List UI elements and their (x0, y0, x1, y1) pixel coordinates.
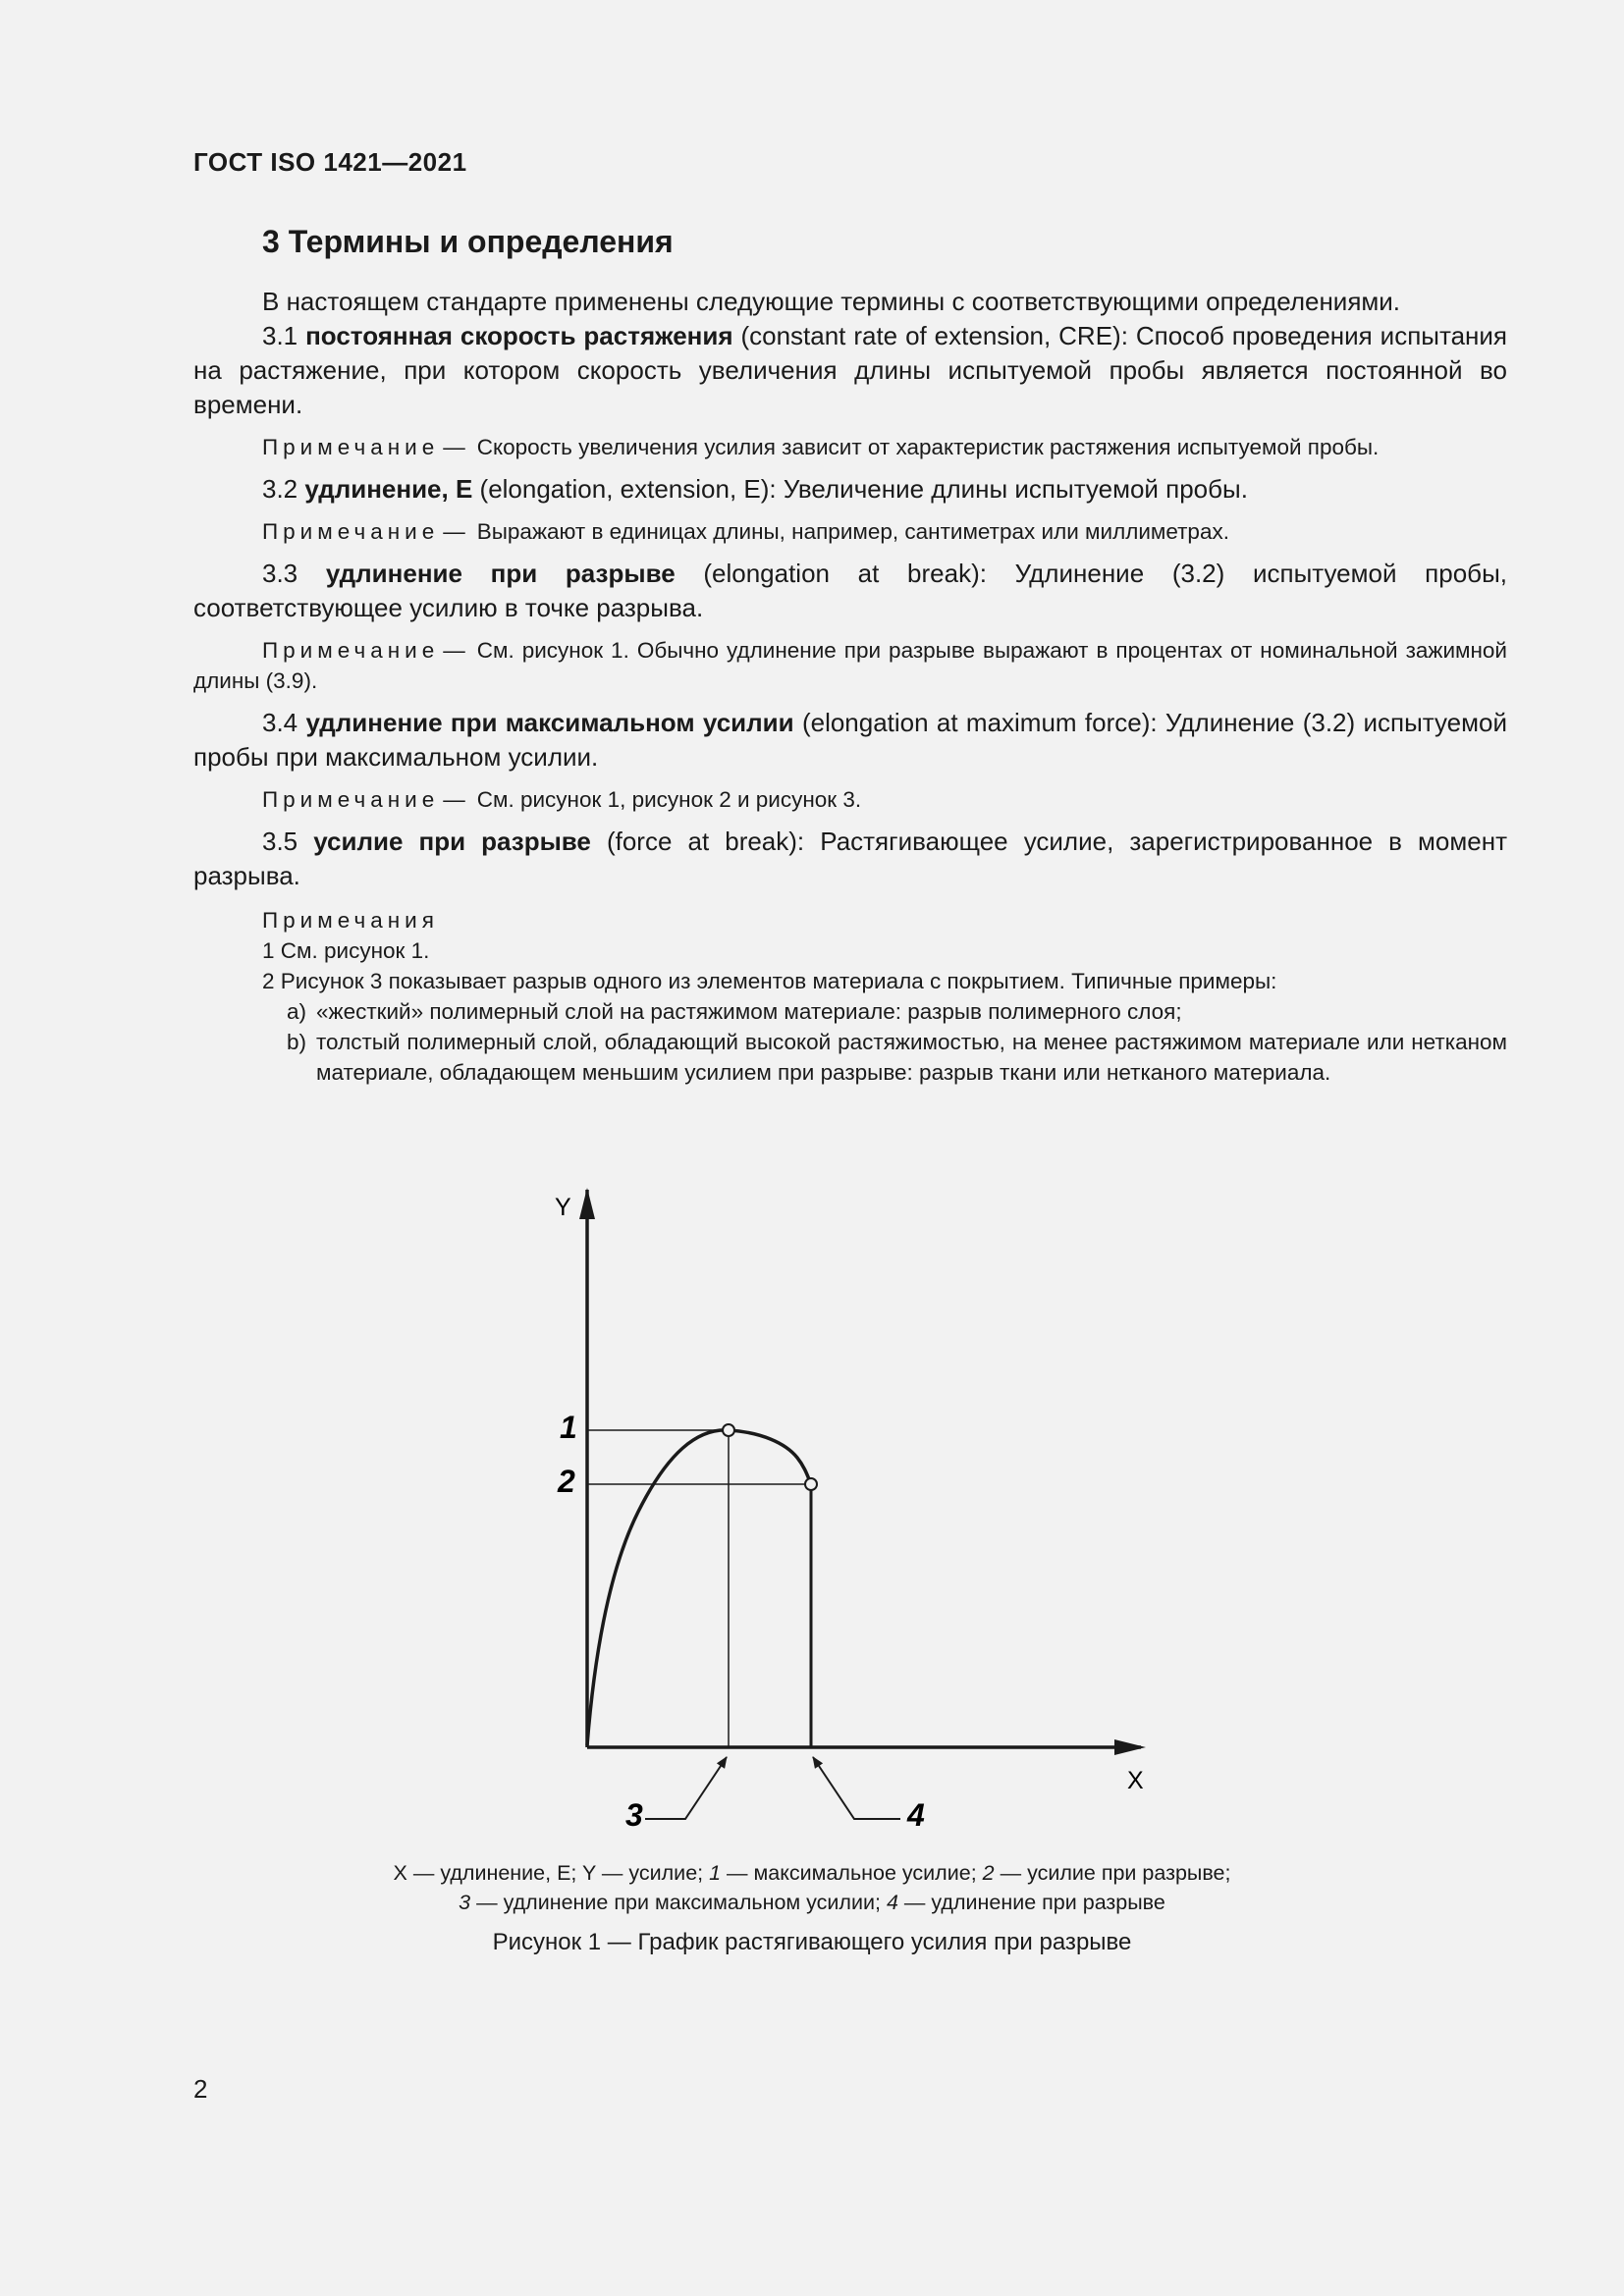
label-3: 3 (625, 1797, 643, 1833)
legend-line-2 (295, 1888, 1329, 1917)
document-header: ГОСТ ISO 1421—2021 (193, 147, 467, 177)
list-text: толстый полимерный слой, обладающий высокой растяжимостью, на менее растяжимом материале или нетканом материале, обладающем меньшим усилием при разрыве: разрыв ткани или нетканого материала. (316, 1030, 1507, 1085)
max-force-point (723, 1424, 734, 1436)
term-name: удлинение при разрыве (325, 559, 676, 588)
note-text: См. рисунок 1, рисунок 2 и рисунок 3. (476, 787, 862, 812)
term-number: 3.5 (262, 827, 298, 856)
note-item-2: 2 Рисунок 3 показывает разрыв одного из элементов материала с покрытием. Типичные примеры: (262, 969, 1277, 993)
note-text: Выражают в единицах длины, например, сантиметрах или миллиметрах. (476, 519, 1229, 544)
x-axis-arrow (1114, 1739, 1146, 1755)
section-title: 3 Термины и определения (262, 224, 674, 259)
note-dash: — (443, 435, 465, 459)
legend-text: — максимальное усилие; (721, 1861, 983, 1885)
note-label: Примечание (262, 638, 440, 663)
term-name: удлинение, E (304, 474, 473, 504)
legend-text: — удлинение при максимальном усилии; (470, 1891, 887, 1914)
note-dash: — (443, 638, 465, 663)
term-definition: (constant rate of extension, CRE): Способ проведения испытания на растяжение, при котором скорость увеличения длины испытуемой пробы является постоянной во времени. (193, 321, 1507, 419)
legend-line-1 (295, 1858, 1329, 1888)
leader-4 (813, 1757, 900, 1819)
term-definition: (elongation at maximum force): Удлинение (3.2) испытуемой пробы при максимальном усилии. (193, 708, 1507, 772)
term-number: 3.2 (262, 474, 298, 504)
list-marker: a) (287, 999, 307, 1024)
note-label: Примечание (262, 519, 440, 544)
term-number: 3.1 (262, 321, 298, 350)
figure-caption: Рисунок 1 — График растягивающего усилия при разрыве (492, 1929, 1132, 1955)
force-curve (587, 1430, 811, 1745)
x-axis-label: X (1127, 1767, 1144, 1794)
legend-key: 3 (459, 1891, 471, 1914)
legend-key: 2 (982, 1861, 995, 1885)
note-text: Скорость увеличения усилия зависит от характеристик растяжения испытуемой пробы. (476, 435, 1380, 459)
note-text: См. рисунок 1. Обычно удлинение при разрыве выражают в процентах от номинальной зажимной длины (3.9). (193, 638, 1507, 693)
y-axis-label: Y (555, 1194, 571, 1221)
list-marker: b) (287, 1030, 307, 1054)
term-name: усилие при разрыве (313, 827, 591, 856)
label-1: 1 (560, 1410, 577, 1445)
note-dash: — (443, 519, 465, 544)
note-item-1: 1 См. рисунок 1. (262, 938, 430, 963)
term-definition: (force at break): Растягивающее усилие, зарегистрированное в момент разрыва. (193, 827, 1507, 890)
legend-text: — усилие при разрыве; (994, 1861, 1231, 1885)
page-number: 2 (193, 2074, 208, 2104)
list-text: «жесткий» полимерный слой на растяжимом материале: разрыв полимерного слоя; (316, 999, 1182, 1024)
legend-key: 4 (886, 1891, 898, 1914)
label-2: 2 (558, 1464, 575, 1499)
term-name: удлинение при максимальном усилии (305, 708, 794, 737)
term-definition: (elongation, extension, E): Увеличение длины испытуемой пробы. (472, 474, 1248, 504)
term-name: постоянная скорость растяжения (305, 321, 733, 350)
y-axis-arrow (579, 1188, 595, 1219)
figure-legend (295, 1858, 1329, 1917)
term-number: 3.3 (262, 559, 298, 588)
legend-text: — удлинение при разрыве (897, 1891, 1165, 1914)
leader-3 (645, 1757, 727, 1819)
break-point (805, 1478, 817, 1490)
legend-text: X — удлинение, E; Y — усилие; (393, 1861, 710, 1885)
note-label: Примечание (262, 435, 440, 459)
notes-label: Примечания (262, 908, 439, 933)
term-definition: (elongation at break): Удлинение (3.2) испытуемой пробы, соответствующее усилию в точке разрыва. (193, 559, 1507, 622)
label-4: 4 (907, 1797, 925, 1833)
term-number: 3.4 (262, 708, 298, 737)
legend-key: 1 (709, 1861, 722, 1885)
intro-paragraph: В настоящем стандарте применены следующие термины с соответствующими определениями. (262, 287, 1401, 316)
note-dash: — (443, 787, 465, 812)
note-label: Примечание (262, 787, 440, 812)
